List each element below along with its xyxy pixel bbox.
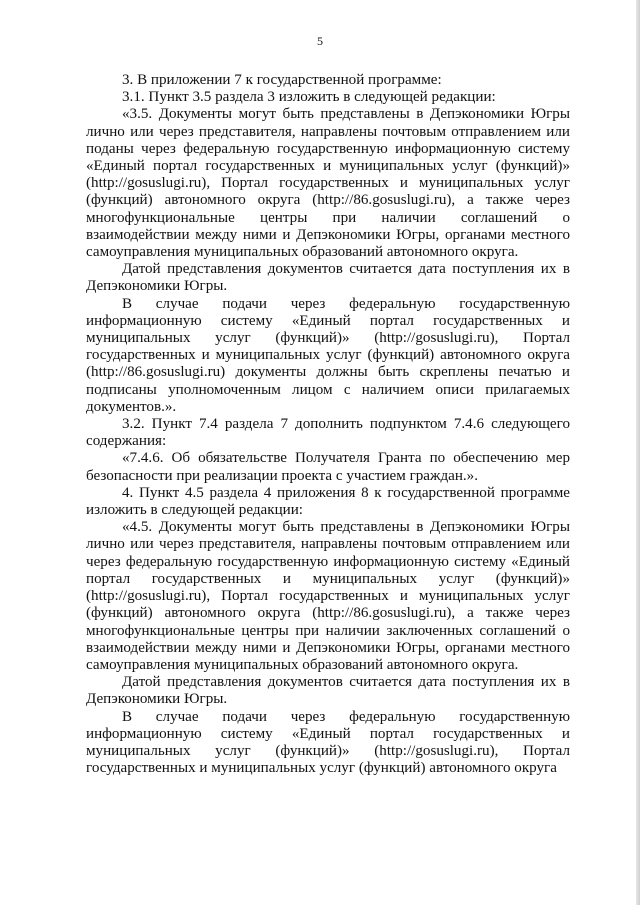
document-body bbox=[86, 72, 570, 777]
paragraph-4: 4. Пункт 4.5 раздела 4 приложения 8 к государственной программе изложить в следующей редакции: bbox=[86, 484, 570, 519]
paragraph-submission-date: Датой представления документов считается дата поступления их в Депэкономики Югры. bbox=[86, 261, 570, 295]
scan-edge bbox=[636, 0, 640, 905]
paragraph-electronic-submission-2: В случае подачи через федеральную государственную информационную систему «Единый портал государственных и муниципальных услуг (функций)» (http://gosuslugi.ru), Портал государственных и муниципальных услуг (функций) автономного округа bbox=[86, 708, 570, 777]
paragraph-3-5-text: «3.5. Документы могут быть представлены в Депэкономики Югры лично или через представителя, направлены почтовым отправлением или поданы через федеральную государственную информационную систему «Единый портал государственных и муниципальных услуг (функций)» (http://gosuslugi.ru), Портал государственных и муниципальных услуг (функций) автономного округа (http://86.gosuslugi.ru), а также через многофункциональные центры при наличии соглашений о взаимодействии между ними и Депэкономики Югры, органами местного самоуправления муниципальных образований автономного округа. bbox=[86, 106, 570, 261]
paragraph-7-4-6: «7.4.6. Об обязательстве Получателя Гранта по обеспечению мер безопасности при реализации проекта с участием граждан.». bbox=[86, 450, 570, 484]
paragraph-submission-date-2: Датой представления документов считается дата поступления их в Депэкономики Югры. bbox=[86, 674, 570, 708]
paragraph-3-2: 3.2. Пункт 7.4 раздела 7 дополнить подпунктом 7.4.6 следующего содержания: bbox=[86, 416, 570, 450]
paragraph-electronic-submission: В случае подачи через федеральную государственную информационную систему «Единый портал государственных и муниципальных услуг (функций)» (http://gosuslugi.ru), Портал государственных и муниципальных услуг (функций) автономного округа (http://86.gosuslugi.ru) документы должны быть скреплены печатью и подписаны уполномоченным лицом с наличием описи прилагаемых документов.». bbox=[86, 295, 570, 415]
paragraph-4-5-text: «4.5. Документы могут быть представлены в Депэкономики Югры лично или через представителя, направлены почтовым отправлением или через федеральную государственную информационную систему «Единый портал государственных и муниципальных услуг (функций)» (http://gosuslugi.ru), Портал государственных и муниципальных услуг (функций) автономного округа (http://86.gosuslugi.ru), а также через многофункциональные центры при наличии заключенных соглашений о взаимодействии между ними и Депэкономики Югры, органами местного самоуправления муниципальных образований автономного округа. bbox=[86, 519, 570, 673]
paragraph-3-1: 3.1. Пункт 3.5 раздела 3 изложить в следующей редакции: bbox=[122, 89, 496, 106]
page-number: 5 bbox=[317, 34, 323, 48]
paragraph-appendix-7: 3. В приложении 7 к государственной программе: bbox=[122, 72, 442, 88]
